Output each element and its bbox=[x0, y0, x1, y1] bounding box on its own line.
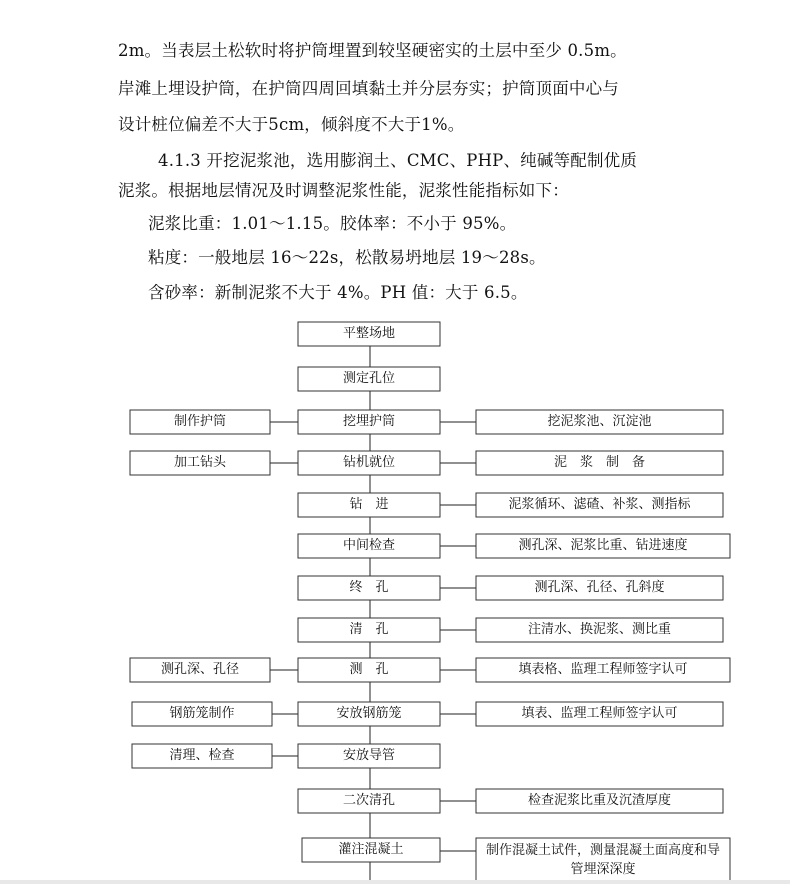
page-bottom-edge bbox=[0, 880, 790, 884]
right-step-zhongjian-celiang: 测孔深、泥浆比重、钻进速度 bbox=[518, 538, 688, 553]
right-step-zhongkong-celiang: 测孔深、孔径、孔斜度 bbox=[534, 580, 665, 595]
left-step-cekongshen-kongjing: 测孔深、孔径 bbox=[160, 662, 239, 677]
step-guanzhu-hunningtu: 灌注混凝土 bbox=[338, 842, 404, 857]
left-step-gangjinlong-zhizuo: 钢筋笼制作 bbox=[169, 706, 235, 721]
step-qingkong: 清 孔 bbox=[349, 622, 389, 637]
left-step-zhizuo-hutong: 制作护筒 bbox=[173, 414, 226, 429]
paragraph-line-2: 岸滩上埋设护筒，在护筒四周回填黏土并分层夯实；护筒顶面中心与 bbox=[118, 79, 619, 98]
right-step-nijiang-zhibei: 泥 浆 制 备 bbox=[553, 455, 645, 470]
paragraph-line-6: 泥浆比重：1.01～1.15。胶体率：不小于 95%。 bbox=[148, 214, 517, 233]
right-step-tianbiaoge-qianzi: 填表格、监理工程师签字认可 bbox=[518, 662, 688, 677]
step-cekong: 测 孔 bbox=[349, 662, 389, 677]
paragraph-line-5: 泥浆。根据地层情况及时调整泥浆性能，泥浆性能指标如下： bbox=[118, 181, 569, 200]
step-anfang-daoguan: 安放导管 bbox=[342, 748, 395, 763]
paragraph-line-1: 2m。当表层土松软时将护筒埋置到较坚硬密实的土层中至少 0.5m。 bbox=[118, 41, 627, 60]
step-erci-qingkong: 二次清孔 bbox=[342, 793, 395, 808]
step-zuanji-jiuwei: 钻机就位 bbox=[342, 455, 395, 470]
step-zhongjian-jiancha: 中间检查 bbox=[342, 538, 395, 553]
right-step-jiancha-chenzha: 检查泥浆比重及沉渣厚度 bbox=[527, 793, 671, 808]
step-pingzheng-changdi: 平整场地 bbox=[342, 326, 395, 341]
left-step-jiagong-zuantou: 加工钻头 bbox=[173, 455, 226, 470]
paragraph-line-3: 设计桩位偏差不大于5cm，倾斜度不大于1%。 bbox=[118, 115, 465, 134]
right-step-nijiang-xunhuan: 泥浆循环、滤碴、补浆、测指标 bbox=[508, 497, 691, 512]
right-step-qingkong-caozuo: 注清水、换泥浆、测比重 bbox=[527, 622, 671, 637]
left-step-qingli-jiancha: 清理、检查 bbox=[169, 748, 235, 763]
step-ceding-kongwei: 测定孔位 bbox=[342, 371, 395, 386]
paragraph-line-8: 含砂率：新制泥浆不大于 4%。PH 值：大于 6.5。 bbox=[148, 283, 528, 302]
paragraph-line-4: 4.1.3 开挖泥浆池，选用膨润土、CMC、PHP、纯碱等配制优质 bbox=[158, 151, 638, 170]
paragraph-line-7: 粘度：一般地层 16～22s，松散易坍地层 19～28s。 bbox=[148, 248, 546, 267]
right-step-zhizuo-shijian: 制作混凝土试件，测量混凝土面高度和导管埋深深度 bbox=[485, 843, 720, 877]
right-step-tianbiao-qianzi: 填表、监理工程师签字认可 bbox=[521, 706, 678, 721]
step-anfang-gangjinlong: 安放钢筋笼 bbox=[336, 706, 402, 721]
step-zuanjin: 钻 进 bbox=[349, 497, 389, 512]
step-wamai-hutong: 挖埋护筒 bbox=[342, 414, 395, 429]
right-step-wa-nijiangchi: 挖泥浆池、沉淀池 bbox=[547, 414, 652, 429]
step-zhongkong: 终 孔 bbox=[349, 580, 389, 595]
